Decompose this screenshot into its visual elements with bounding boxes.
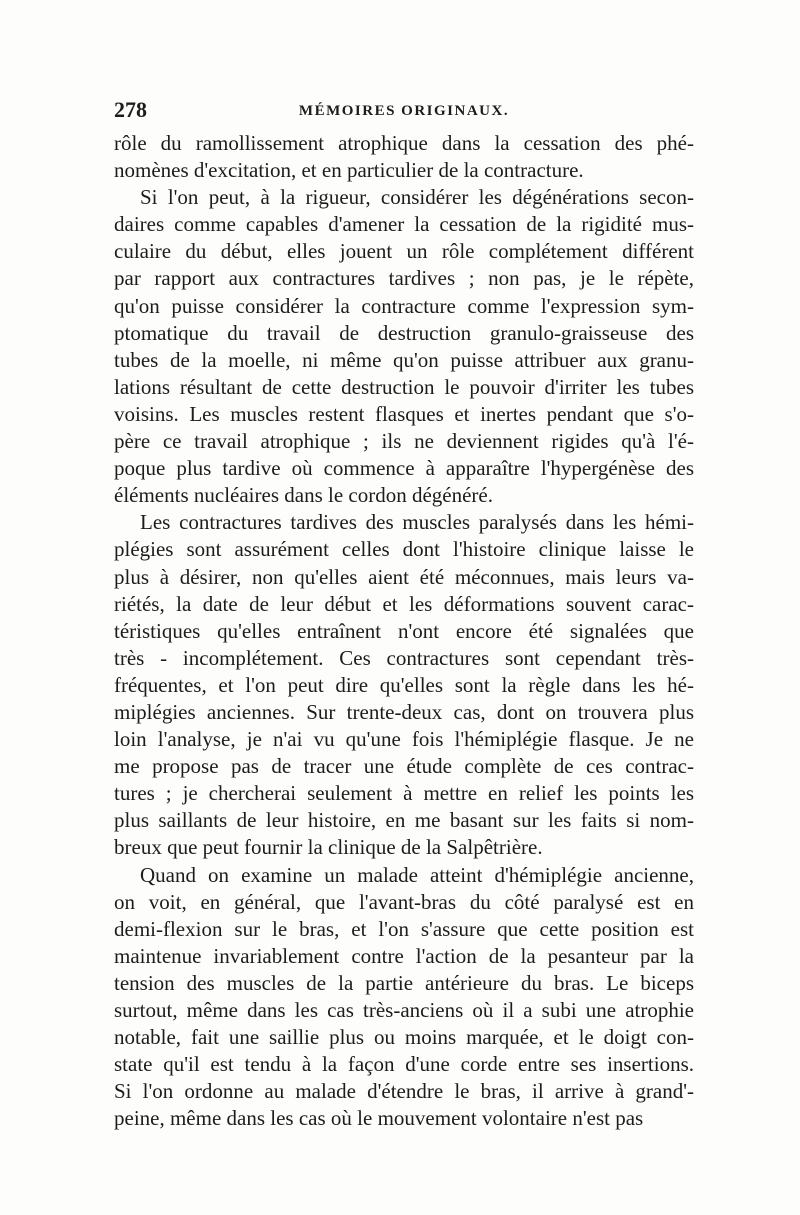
text-line: state qu'il est tendu à la façon d'une corde entre ses insertions. bbox=[114, 1052, 694, 1077]
text-line: notable, fait une saillie plus ou moins marquée, et le doigt con- bbox=[114, 1025, 694, 1050]
text-line: qu'on puisse considérer la contracture comme l'expression sym- bbox=[114, 293, 694, 318]
text-line: peine, même dans les cas où le mouvement volontaire n'est pas bbox=[114, 1106, 644, 1131]
text-line: surtout, même dans les cas très-anciens où il a subi une atrophie bbox=[114, 998, 694, 1022]
text-line: me propose pas de tracer une étude complète de ces contrac- bbox=[114, 754, 694, 779]
text-line: tension des muscles de la partie antérieure du bras. Le biceps bbox=[114, 970, 694, 995]
text-line: par rapport aux contractures tardives ; non pas, je le répète, bbox=[114, 266, 694, 291]
text-line: poque plus tardive où commence à apparaître l'hypergénèse des bbox=[114, 456, 694, 481]
page-number: 278 bbox=[114, 97, 147, 122]
text-line: Si l'on peut, à la rigueur, considérer les dégénérations secon- bbox=[140, 185, 694, 210]
text-line: plus saillants de leur histoire, en me basant sur les faits si nom- bbox=[114, 808, 694, 833]
text-line: tubes de la moelle, ni même qu'on puisse attribuer aux granu- bbox=[114, 347, 694, 372]
text-line: culaire du début, elles jouent un rôle complétement différent bbox=[114, 239, 694, 264]
text-line: rôle du ramollissement atrophique dans la cessation des phé- bbox=[114, 131, 694, 155]
text-line: miplégies anciennes. Sur trente-deux cas, dont on trouvera plus bbox=[114, 699, 694, 724]
text-line: éléments nucléaires dans le cordon dégénéré. bbox=[114, 483, 493, 508]
running-title: MÉMOIRES ORIGINAUX. bbox=[298, 103, 510, 119]
text-line: fréquentes, et l'on peut dire qu'elles sont la règle dans les hé- bbox=[114, 672, 694, 697]
running-head bbox=[114, 96, 694, 124]
body-text bbox=[114, 130, 694, 1132]
text-line: Si l'on ordonne au malade d'étendre le bras, il arrive à grand'- bbox=[114, 1079, 694, 1104]
text-line: plus à désirer, non qu'elles aient été méconnues, mais leurs va- bbox=[114, 564, 694, 589]
text-line: téristiques qu'elles entraînent n'ont encore été signalées que bbox=[114, 618, 694, 643]
text-line: lations résultant de cette destruction le pouvoir d'irriter les tubes bbox=[114, 374, 694, 399]
text-line: tures ; je chercherai seulement à mettre en relief les points les bbox=[114, 781, 694, 806]
paragraph bbox=[114, 184, 694, 509]
text-line: père ce travail atrophique ; ils ne deviennent rigides qu'à l'é- bbox=[114, 429, 694, 454]
paragraph bbox=[114, 130, 694, 184]
text-line: Quand on examine un malade atteint d'hémiplégie ancienne, bbox=[140, 862, 694, 887]
text-line: Les contractures tardives des muscles paralysés dans les hémi- bbox=[140, 510, 694, 535]
text-line: loin l'analyse, je n'ai vu qu'une fois l'hémiplégie flasque. Je ne bbox=[114, 727, 694, 752]
text-line: ptomatique du travail de destruction granulo-graisseuse des bbox=[114, 320, 694, 345]
text-line: breux que peut fournir la clinique de la Salpêtrière. bbox=[114, 835, 543, 860]
text-line: voisins. Les muscles restent flasques et inertes pendant que s'o- bbox=[114, 401, 694, 426]
text-line: plégies sont assurément celles dont l'histoire clinique laisse le bbox=[114, 537, 694, 562]
text-line: maintenue invariablement contre l'action de la pesanteur par la bbox=[114, 943, 694, 968]
text-line: riétés, la date de leur début et les déformations souvent carac- bbox=[114, 591, 694, 616]
text-line: très - incomplétement. Ces contractures sont cependant très- bbox=[114, 645, 694, 670]
paragraph bbox=[114, 509, 694, 861]
text-line: nomènes d'excitation, et en particulier de la contracture. bbox=[114, 158, 584, 183]
text-line: demi-flexion sur le bras, et l'on s'assure que cette position est bbox=[114, 916, 694, 941]
paragraph bbox=[114, 862, 694, 1133]
text-line: on voit, en général, que l'avant-bras du côté paralysé est en bbox=[114, 889, 694, 914]
text-line: daires comme capables d'amener la cessation de la rigidité mus- bbox=[114, 212, 694, 237]
